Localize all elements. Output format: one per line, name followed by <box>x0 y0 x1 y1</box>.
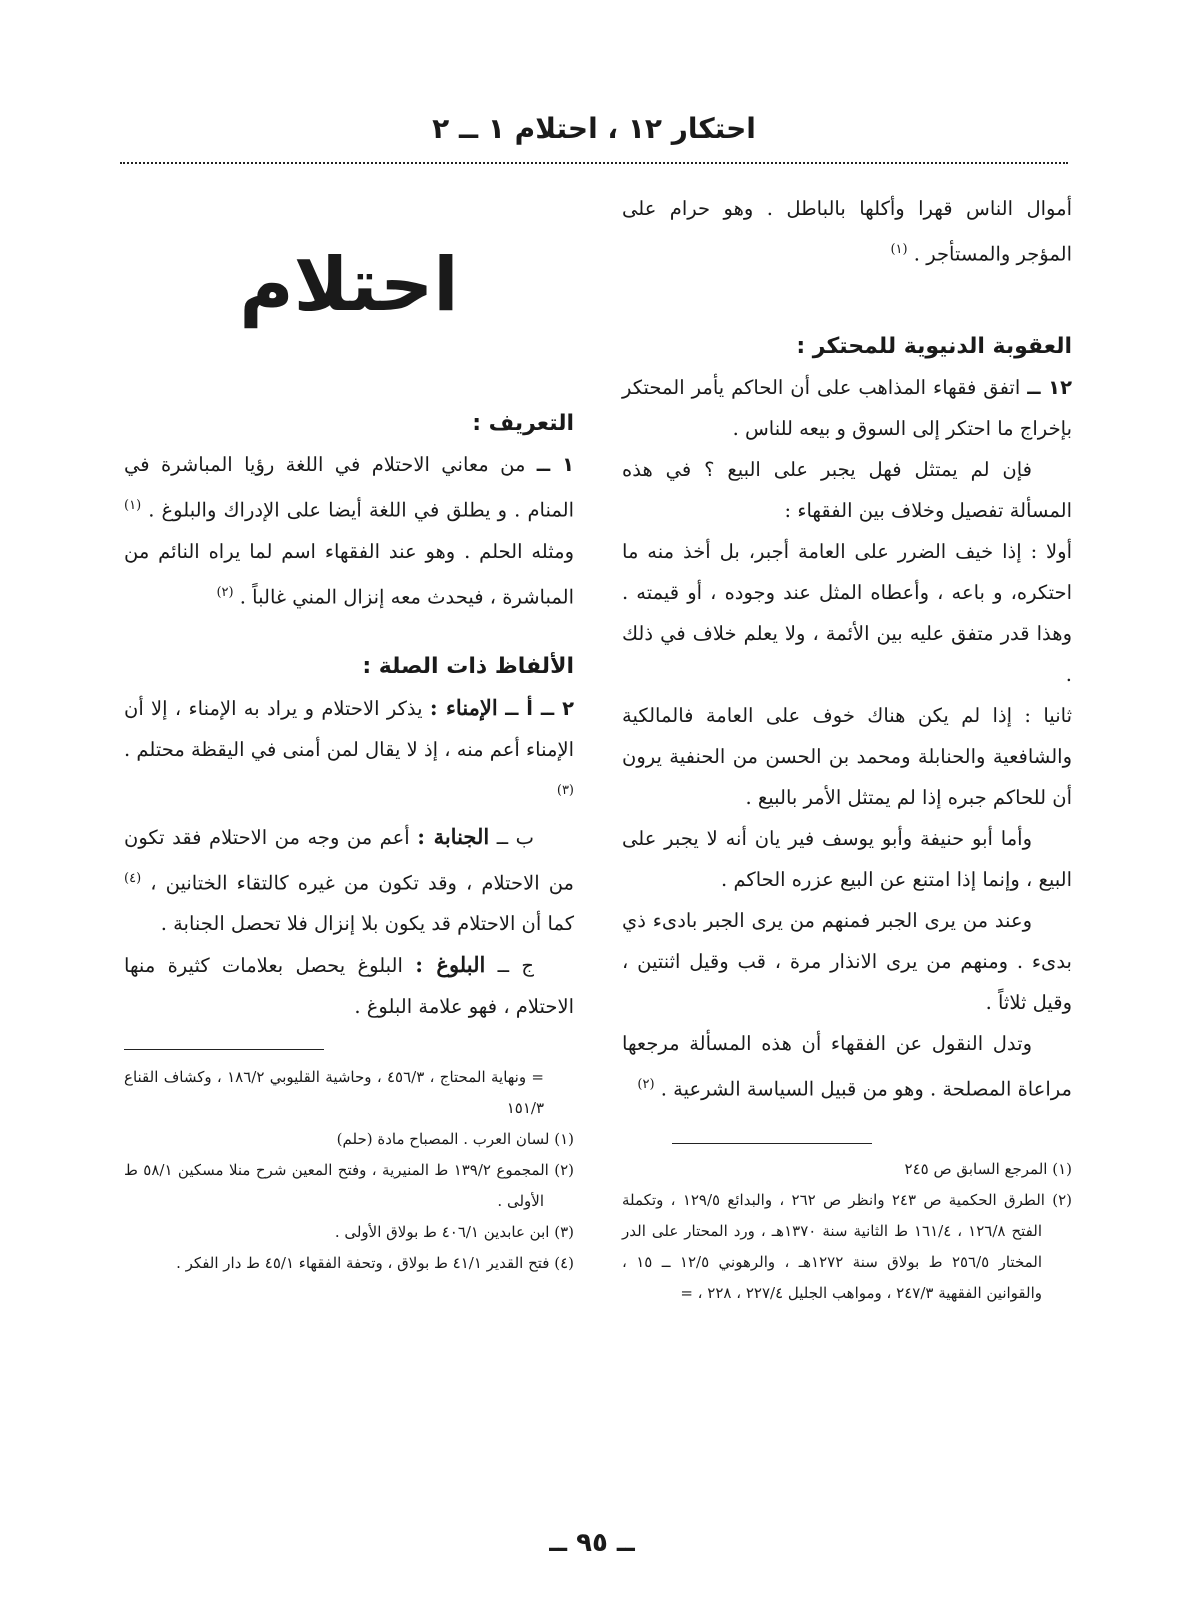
paragraph-text: وتدل النقول عن الفقهاء أن هذه المسألة مرجعها مراعاة المصلحة . وهو من قبيل السياسة الشرعية . <box>622 1031 1072 1100</box>
paragraph-number: ١٢ ــ <box>1027 375 1072 399</box>
footnotes-right <box>622 1154 1072 1309</box>
footnote-ref: (١) <box>890 242 908 257</box>
paragraph-text: اتفق فقهاء المذاهب على أن الحاكم يأمر المحتكر بإخراج ما احتكر إلى السوق و بيعه للناس . <box>622 375 1072 440</box>
paragraph-jabr: وعند من يرى الجبر فمنهم من يرى الجبر بادىء ذي بدىء . ومنهم من يرى الانذار مرة ، قب وقيل اثنتين ، وقيل ثلاثاً . <box>622 908 1072 1014</box>
page-number: ــ ٩٥ ــ <box>549 1528 635 1558</box>
paragraph-text: كما أن الاحتلام قد يكون بلا إنزال فلا تحصل الجنابة . <box>160 912 574 935</box>
paragraph-12b: فإن لم يمتثل فهل يجبر على البيع ؟ في هذه المسألة تفصيل وخلاف بين الفقهاء : <box>622 457 1072 522</box>
footnote-item: (٤) فتح القدير ٤١/١ ط بولاق ، وتحفة الفقهاء ٤٥/١ ط دار الفكر . <box>176 1254 574 1272</box>
section-heading-definition: التعريف : <box>472 411 574 436</box>
term-bulugh: البلوغ : <box>415 952 486 977</box>
footnote-ref: (٣) <box>556 783 574 798</box>
paragraph-12 <box>622 367 1072 449</box>
left-column <box>124 188 574 1279</box>
paragraph-text: أعم من وجه من الاحتلام فقد تكون من الاحتلام ، وقد تكون من غيره كالتقاء الختانين ، <box>124 825 574 894</box>
header-dotted-rule <box>120 162 1068 164</box>
paragraph-number: ١ ــ <box>536 453 575 476</box>
footnote-item: (٣) ابن عابدين ٤٠٦/١ ط بولاق الأولى . <box>334 1223 574 1241</box>
footnote-ref: (١) <box>124 498 142 513</box>
paragraph-text: البلوغ يحصل بعلامات كثيرة منها الاحتلام ، فهو علامة البلوغ . <box>124 954 574 1018</box>
paragraph-text: يذكر الاحتلام و يراد به الإمناء ، إلا أن الإمناء أعم منه ، إذ لا يقال لمن أمنى في اليقظة محتلم . <box>124 697 574 761</box>
footnote-item: (١) لسان العرب . المصباح مادة (حلم) <box>336 1130 574 1148</box>
footnote-ref: (٤) <box>124 870 142 886</box>
paragraph-second: ثانيا : إذا لم يكن هناك خوف على العامة فالمالكية والشافعية والحنابلة ومحمد بن الحسن من الحنفية يرون أن للحاكم جبره إذا لم يمتثل الأمر بالبيع . <box>622 703 1072 809</box>
item-prefix: ج ــ <box>497 954 534 977</box>
footnote-ref: (٢) <box>216 584 234 600</box>
paragraph-first: أولا : إذا خيف الضرر على العامة أجبر، بل أخذ منه ما احتكره، و باعه ، وأعطاه المثل عند وجوده ، أو قيمته . وهذا قدر متفق عليه بين الأئمة ، ولا يعلم خلاف في ذلك . <box>622 539 1072 686</box>
footnote-ref: (٢) <box>637 1076 655 1092</box>
right-column <box>622 188 1072 1309</box>
entry-title: احتلام <box>239 242 459 328</box>
paragraph-number: ٢ ــ أ ــ <box>505 697 575 720</box>
paragraph-2b <box>124 816 574 945</box>
paragraph-2c <box>124 944 574 1027</box>
footnote-item: (١) المرجع السابق ص ٢٤٥ <box>904 1160 1072 1178</box>
footnote-item: (٢) الطرق الحكمية ص ٢٤٣ وانظر ص ٢٦٢ ، والبدائع ١٢٩/٥ ، وتكملة الفتح ١٢٦/٨ ، ١٦١/٤ ط الثانية سنة ١٣٧٠هـ ، ورد المحتار على الدر المختار ٢٥٦/٥ ط بولاق سنة ١٢٧٢هـ ، والرهوني ١٢/٥ ــ ١٥ ، والقوانين الفقهية ٢٤٧/٣ ، ومواهب الجليل ٢٢٧/٤ ، ٢٢٨ ، = <box>622 1191 1072 1302</box>
intro-paragraph <box>622 188 1072 275</box>
running-header: احتكار ١٢ ، احتلام ١ ــ ٢ <box>432 112 756 145</box>
paragraph-nuqul <box>622 1023 1072 1110</box>
term-imna: الإمناء : <box>429 695 498 720</box>
footnote-continuation: = ونهاية المحتاج ، ٤٥٦/٣ ، وحاشية القليوبي ١٨٦/٢ ، وكشاف القناع ١٥١/٣ <box>124 1068 544 1117</box>
paragraph-2a <box>124 687 574 816</box>
paragraph-1 <box>124 444 574 617</box>
footnotes-left <box>124 1062 574 1279</box>
paragraph-abu-hanifa: وأما أبو حنيفة وأبو يوسف فير يان أنه لا يجبر على البيع ، وإنما إذا امتنع عن البيع عزره الحاكم . <box>622 826 1072 891</box>
section-heading-penalty: العقوبة الدنيوية للمحتكر : <box>796 333 1072 359</box>
paragraph-text: من معاني الاحتلام في اللغة رؤيا المباشرة في المنام . و يطلق في اللغة أيضا على الإدراك والبلوغ . <box>124 453 575 522</box>
term-janaba: الجنابة : <box>417 823 490 849</box>
footnote-item: (٢) المجموع ١٣٩/٢ ط المنيرية ، وفتح المعين شرح منلا مسكين ٥٨/١ ط الأولى . <box>124 1161 575 1210</box>
section-heading-related: الألفاظ ذات الصلة : <box>362 654 574 679</box>
intro-text: أموال الناس قهرا وأكلها بالباطل . وهو حرام على المؤجر والمستأجر . <box>622 197 1072 266</box>
item-prefix: ب ــ <box>496 825 534 849</box>
paragraph-text: ومثله الحلم . وهو عند الفقهاء اسم لما يراه النائم من المباشرة ، فيحدث معه إنزال المني غالباً . <box>124 539 574 608</box>
